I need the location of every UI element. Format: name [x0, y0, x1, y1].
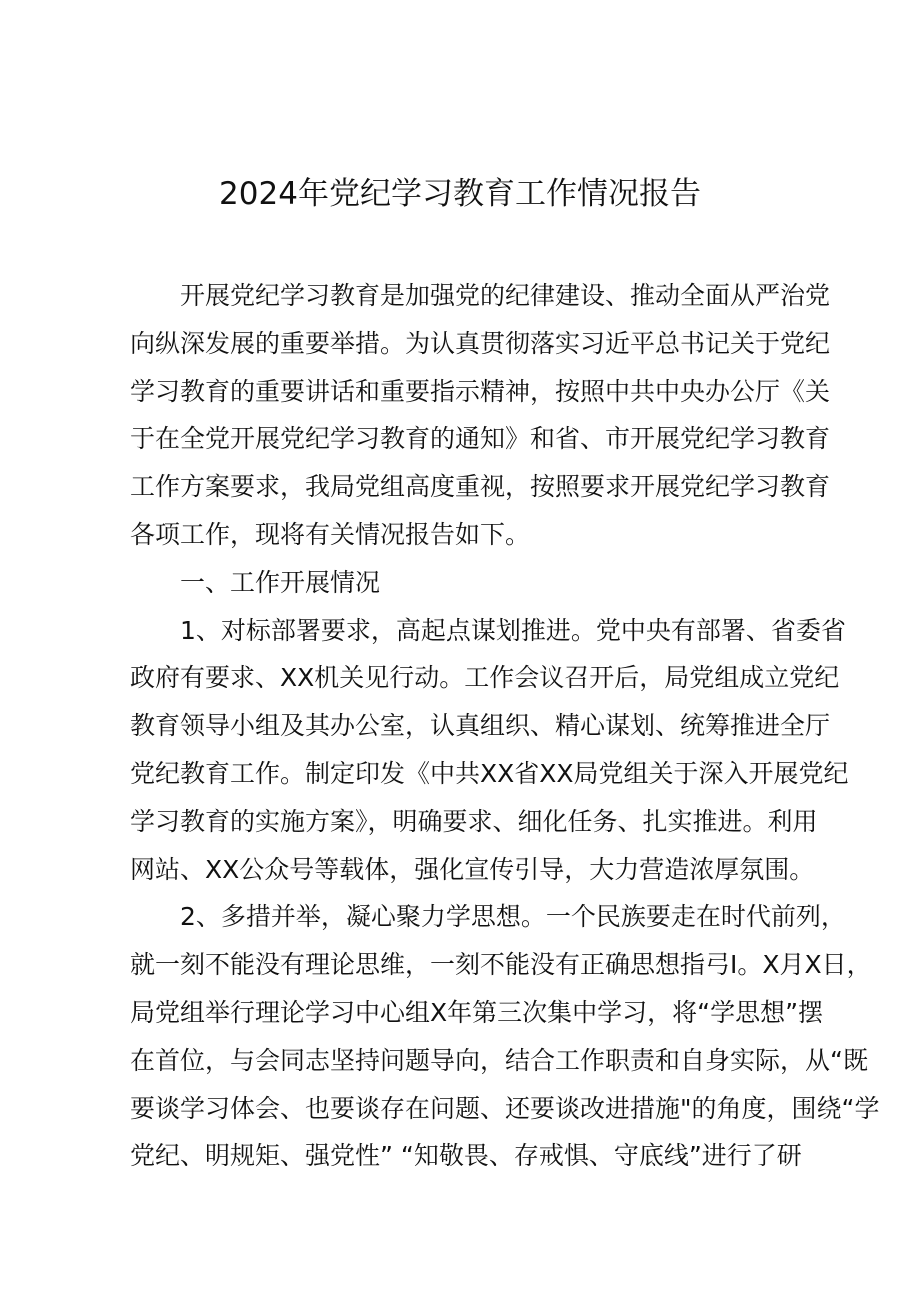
section-heading: 一、工作开展情况: [180, 567, 381, 597]
paragraph-line: 局党组举行理论学习中心组X年第三次集中学习，将“学思想”摆: [130, 997, 824, 1027]
paragraph-line: 1、对标部署要求，高起点谋划推进。党中央有部署、省委省: [180, 615, 846, 645]
paragraph-line: 就一刻不能没有理论思维，一刻不能没有正确思想指弓I。X月X日，: [130, 950, 872, 980]
paragraph-line: 要谈学习体会、也要谈存在问题、还要谈改进措施"的角度，围绕“学: [130, 1093, 880, 1123]
paragraph-line: 向纵深发展的重要举措。为认真贯彻落实习近平总书记关于党纪: [130, 328, 831, 358]
paragraph-line: 学习教育的重要讲话和重要指示精神，按照中共中央办公厅《关: [130, 376, 831, 406]
paragraph-line: 教育领导小组及其办公室，认真组织、精心谋划、统筹推进全厅: [130, 711, 831, 741]
document-title: 2024年党纪学习教育工作情况报告: [219, 176, 701, 212]
paragraph-line: 2、多措并举，凝心聚力学思想。一个民族要走在时代前列，: [180, 902, 846, 932]
paragraph-line: 政府有要求、XX机关见行动。工作会议召开后，局党组成立党纪: [130, 663, 840, 693]
paragraph-line: 网站、XX公众号等载体，强化宣传引导，大力营造浓厚氛围。: [130, 854, 815, 884]
paragraph-line: 开展党纪学习教育是加强党的纪律建设、推动全面从严治党: [180, 281, 831, 310]
paragraph-line: 于在全党开展党纪学习教育的通知》和省、市开展党纪学习教育: [130, 424, 831, 454]
paragraph-line: 党纪教育工作。制定印发《中共XX省XX局党组关于深入开展党纪: [130, 758, 849, 788]
paragraph-line: 各项工作，现将有关情况报告如下。: [130, 519, 531, 549]
paragraph-line: 工作方案要求，我局党组高度重视，按照要求开展党纪学习教育: [130, 472, 831, 502]
paragraph-line: 在首位，与会同志坚持问题导向，结合工作职责和自身实际，从“既: [130, 1045, 868, 1075]
paragraph-line: 党纪、明规矩、强党性” “知敬畏、存戒惧、守底线”进行了研: [130, 1141, 802, 1171]
document-body: [130, 272, 880, 1180]
paragraph-line: 学习教育的实施方案》，明确要求、细化任务、扎实推进。利用: [130, 806, 818, 836]
